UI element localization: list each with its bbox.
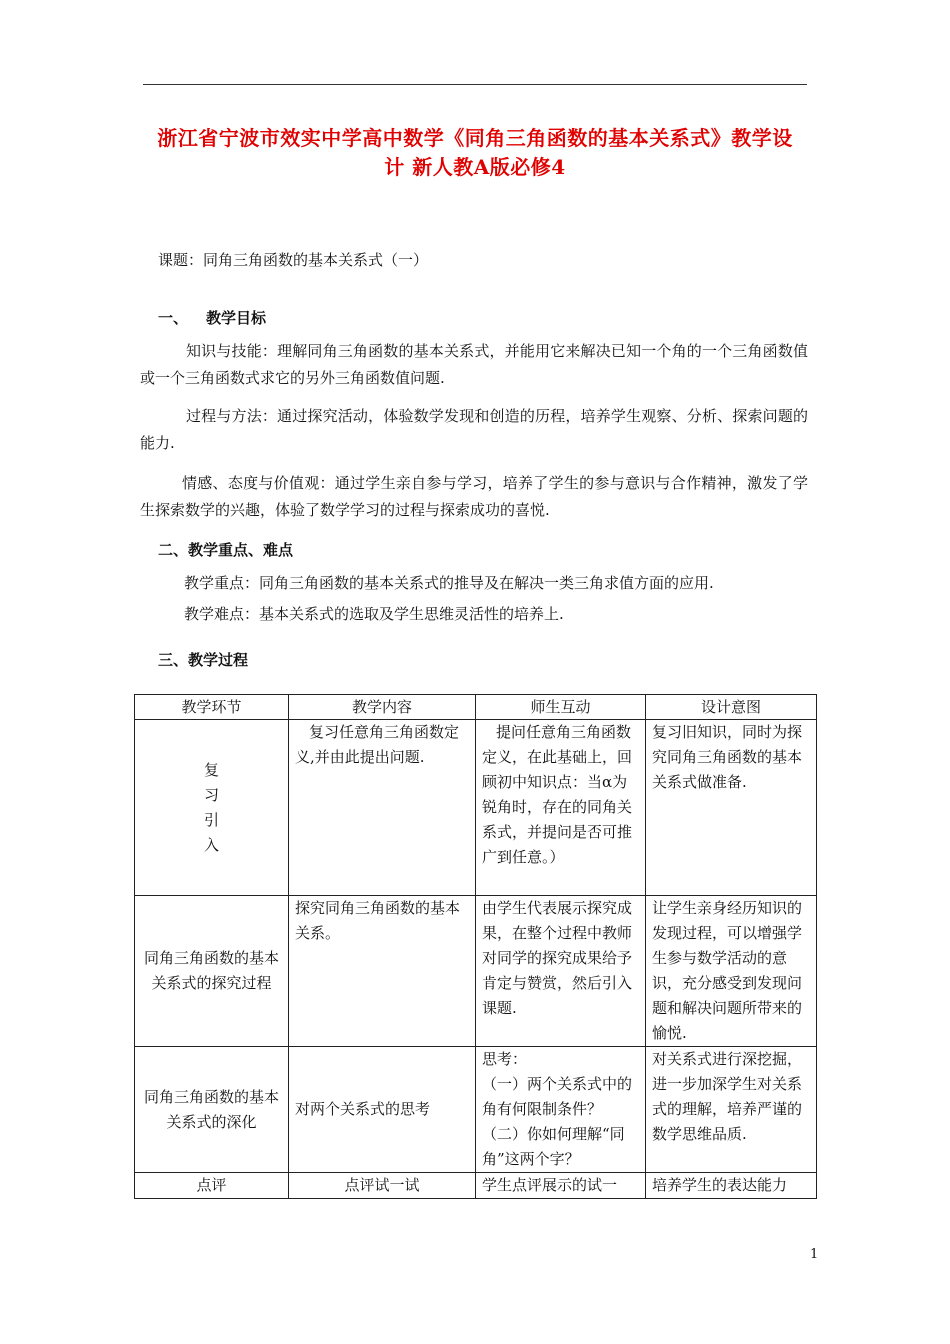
table-row — [135, 1047, 817, 1173]
intent-cell: 复习旧知识，同时为探究同角三角函数的基本关系式做准备. — [646, 720, 817, 896]
stage-char: 习 — [203, 785, 219, 804]
interaction-line: 思考： — [482, 1050, 528, 1068]
intent-cell: 对关系式进行深挖掘，进一步加深学生对关系式的理解，培养严谨的数学思维品质. — [646, 1047, 817, 1173]
section-3-heading: 三、教学过程 — [158, 651, 249, 669]
header-interaction: 师生互动 — [476, 695, 646, 720]
section-1-heading: 教学目标 — [206, 309, 267, 327]
section-2-heading: 二、教学重点、难点 — [158, 541, 294, 559]
table-row — [135, 896, 817, 1047]
goal-process: 过程与方法：通过探究活动，体验数学发现和创造的历程，培养学生观察、分析、探索问题的能力. — [140, 407, 808, 452]
content-cell: 对两个关系式的思考 — [289, 1047, 476, 1173]
interaction-cell — [476, 1047, 646, 1173]
interaction-cell: 提问任意角三角函数定义，在此基础上，回顾初中知识点：当α为锐角时，存在的同角关系式，并提问是否可推广到任意。） — [476, 720, 646, 896]
stage-char: 引 — [203, 810, 219, 829]
section-1-number: 一、 — [158, 309, 189, 327]
interaction-cell: 由学生代表展示探究成果，在整个过程中教师对同学的探究成果给予肯定与赞赏，然后引入课题. — [476, 896, 646, 1047]
table-row — [135, 720, 817, 896]
content-cell: 探究同角三角函数的基本关系。 — [289, 896, 476, 1047]
table-header-row — [135, 695, 817, 720]
header-content: 教学内容 — [289, 695, 476, 720]
interaction-line: （二）你如何理解“同角”这两个字？ — [482, 1125, 625, 1168]
stage-cell: 点评 — [135, 1173, 289, 1199]
interaction-cell: 学生点评展示的试一 — [476, 1173, 646, 1199]
intent-cell: 培养学生的表达能力 — [646, 1173, 817, 1199]
key-point: 教学重点：同角三角函数的基本关系式的推导及在解决一类三角求值方面的应用. — [184, 574, 714, 592]
header-rule — [143, 84, 807, 85]
page-number: 1 — [810, 1247, 819, 1262]
lesson-topic: 课题：同角三角函数的基本关系式（一） — [158, 251, 429, 269]
stage-cell: 同角三角函数的基本关系式的深化 — [135, 1047, 289, 1173]
header-stage: 教学环节 — [135, 695, 289, 720]
stage-cell: 同角三角函数的基本关系式的探究过程 — [135, 896, 289, 1047]
interaction-line: （一）两个关系式中的角有何限制条件？ — [482, 1075, 633, 1118]
content-cell: 复习任意角三角函数定义,并由此提出问题. — [289, 720, 476, 896]
stage-cell — [135, 720, 289, 896]
goal-knowledge: 知识与技能：理解同角三角函数的基本关系式，并能用它来解决已知一个角的一个三角函数值或一个三角函数式求它的另外三角函数值问题. — [140, 342, 808, 387]
teaching-process-table — [134, 694, 817, 1199]
difficulty-point: 教学难点：基本关系式的选取及学生思维灵活性的培养上. — [184, 605, 564, 623]
intent-cell: 让学生亲身经历知识的发现过程，可以增强学生参与数学活动的意识，充分感受到发现问题和解决问题所带来的愉悦. — [646, 896, 817, 1047]
content-cell: 点评试一试 — [289, 1173, 476, 1199]
stage-char: 入 — [203, 835, 219, 854]
stage-char: 复 — [203, 760, 219, 779]
table-row — [135, 1173, 817, 1199]
document-title: 浙江省宁波市效实中学高中数学《同角三角函数的基本关系式》教学设计 新人教A版必修4 — [157, 126, 793, 179]
goal-emotion: 情感、态度与价值观：通过学生亲自参与学习，培养了学生的参与意识与合作精神，激发了学生探索数学的兴趣，体验了数学学习的过程与探索成功的喜悦. — [140, 474, 808, 519]
header-intent: 设计意图 — [646, 695, 817, 720]
